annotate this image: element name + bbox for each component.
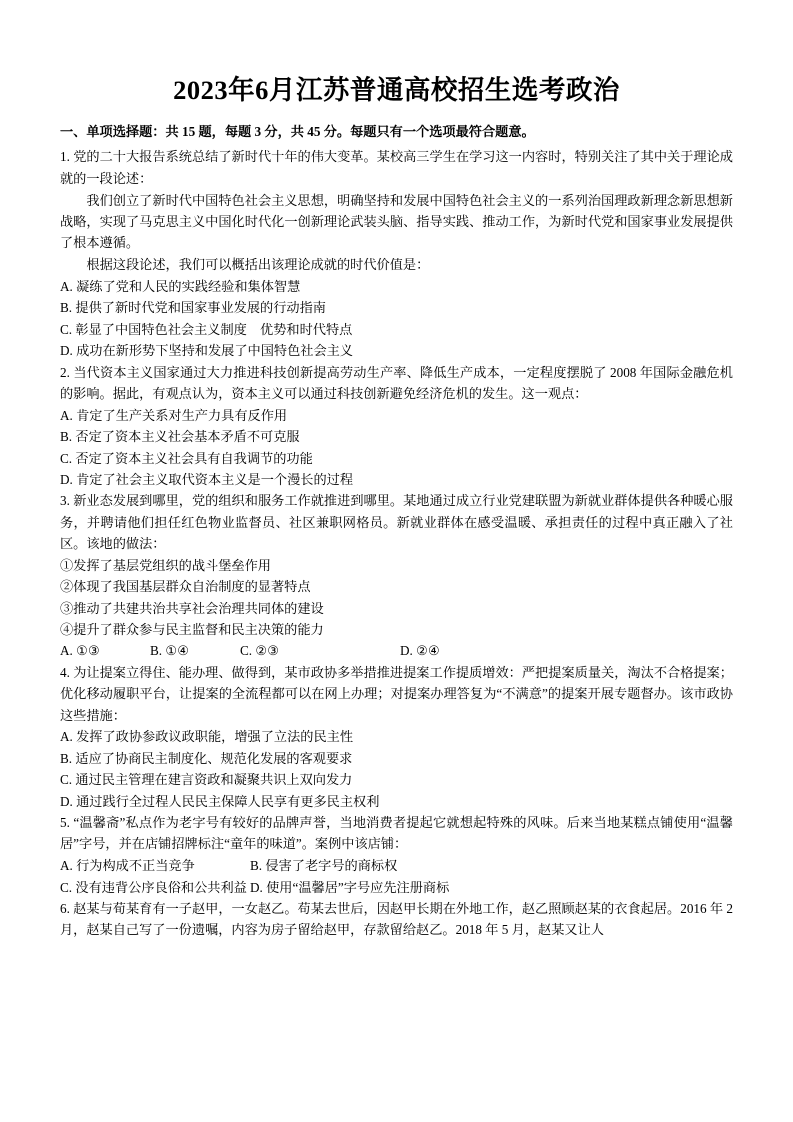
option-c[interactable]: C. ②③ (240, 643, 280, 659)
option-d[interactable]: D. ②④ (400, 643, 440, 659)
statement-3: ③推动了共建共治共享社会治理共同体的建设 (60, 600, 324, 616)
option-b[interactable]: B. 侵害了老字号的商标权 (250, 858, 398, 874)
question-quote: 我们创立了新时代中国特色社会主义思想，明确坚持和发展中国特色社会主义的一系列治国理政新理念新思想新战略，实现了马克思主义中国化时代化一创新理论武装头脑、指导实践、推动工作，为新时代党和国家事业发展提供了根本遵循。 (60, 192, 733, 251)
option-a[interactable]: A. ①③ (60, 643, 100, 659)
question-stem: 2. 当代资本主义国家通过大力推进科技创新提高劳动生产率、降低生产成本，一定程度摆脱了 2008 年国际金融危机的影响。据此，有观点认为，资本主义可以通过科技创新避免经济危机的发生。这一观点： (60, 364, 733, 401)
option-a[interactable]: A. 发挥了政协参政议政职能，增强了立法的民主性 (60, 729, 354, 745)
page-title: 2023年6月江苏普通高校招生选考政治 (173, 75, 620, 105)
question-5 (60, 812, 733, 898)
question-4 (60, 662, 733, 812)
question-quote-2: 根据这段论述，我们可以概括出该理论成就的时代价值是： (86, 257, 430, 273)
option-c[interactable]: C. 彰显了中国特色社会主义制度 优势和时代特点 (60, 321, 353, 337)
statement-4: ④提升了群众参与民主监督和民主决策的能力 (60, 622, 324, 637)
question-3 (60, 490, 733, 662)
option-c[interactable]: C. 通过民主管理在建言资政和凝聚共识上双向发力 (60, 772, 353, 788)
question-1 (60, 146, 733, 361)
option-a[interactable]: A. 行为构成不正当竞争 (60, 858, 195, 874)
option-b[interactable]: B. 提供了新时代党和国家事业发展的行动指南 (60, 300, 326, 316)
question-stem: 4. 为让提案立得住、能办理、做得到，某市政协多举措推进提案工作提质增效：严把提案质量关，淘汰不合格提案；优化移动履职平台，让提案的全流程都可以在网上办理；对提案办理答复为“不满意”的提案开展专题督办。该市政协这些措施： (60, 664, 733, 723)
option-a[interactable]: A. 凝练了党和人民的实践经验和集体智慧 (60, 279, 301, 294)
option-c[interactable]: C. 没有违背公序良俗和公共利益 (60, 879, 247, 895)
question-2 (60, 362, 733, 491)
option-b[interactable]: B. ①④ (150, 643, 190, 659)
question-stem: 3. 新业态发展到哪里，党的组织和服务工作就推进到哪里。某地通过成立行业党建联盟为新就业群体提供各种暖心服务，并聘请他们担任红色物业监督员、社区兼职网格员。新就业群体在感受温暖、承担责任的过程中真正融入了社区。该地的做法： (60, 493, 733, 551)
option-row (60, 855, 733, 876)
option-d[interactable]: D. 通过践行全过程人民民主保障人民享有更多民主权利 (60, 793, 380, 809)
option-c[interactable]: C. 否定了资本主义社会具有自我调节的功能 (60, 450, 313, 466)
question-stem: 5. “温馨斋”私点作为老字号有较好的品牌声誉，当地消费者提起它就想起特殊的风味。后来当地某糕点铺使用“温馨居”字号，并在店铺招牌标注“童年的味道”。案例中该店铺： (60, 814, 733, 852)
statement-2: ②体现了我国基层群众自治制度的显著特点 (60, 579, 311, 595)
option-row (60, 877, 733, 898)
option-d[interactable]: D. 肯定了社会主义取代资本主义是一个漫长的过程 (60, 471, 354, 487)
option-d[interactable]: D. 成功在新形势下坚持和发展了中国特色社会主义 (60, 343, 354, 359)
option-b[interactable]: B. 适应了协商民主制度化、规范化发展的客观要求 (60, 750, 353, 766)
statement-1: ①发挥了基层党组织的战斗堡垒作用 (60, 557, 271, 573)
question-6 (60, 898, 733, 941)
option-b[interactable]: B. 否定了资本主义社会基本矛盾不可克服 (60, 429, 300, 445)
option-row (60, 640, 733, 661)
question-stem: 6. 赵某与荀某育有一子赵甲，一女赵乙。苟某去世后，因赵甲长期在外地工作，赵乙照顾赵某的衣食起居。2016 年 2 月，赵某自己写了一份遗嘱，内容为房子留给赵甲，存款留给赵乙。2018 年 5 月，赵某又让人 (60, 900, 733, 938)
option-a[interactable]: A. 肯定了生产关系对生产力具有反作用 (60, 407, 288, 423)
question-stem: 1. 党的二十大报告系统总结了新时代十年的伟大变革。某校高三学生在学习这一内容时，特别关注了其中关于理论成就的一段论述： (60, 149, 733, 186)
option-d[interactable]: D. 使用“温馨居”字号应先注册商标 (250, 879, 450, 895)
section-heading: 一、单项选择题：共 15 题，每题 3 分，共 45 分。每题只有一个选项最符合题意。 (60, 124, 535, 140)
